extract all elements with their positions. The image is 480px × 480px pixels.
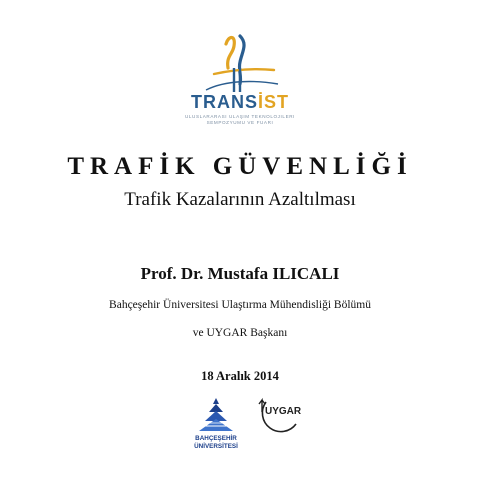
logo-tagline-2: SEMPOZYUMU VE FUARI (206, 120, 274, 125)
affiliation-line-2: ve UYGAR Başkanı (192, 327, 288, 339)
presentation-date: 18 Aralık 2014 (201, 369, 279, 383)
torch-icon (176, 32, 304, 94)
author-name: Prof. Dr. Mustafa ILICALI (140, 264, 340, 283)
page-subtitle: Trafik Kazalarının Azaltılması (124, 189, 356, 210)
bahcesehir-logo (187, 396, 245, 460)
affiliation-line-1: Bahçeşehir Üniversitesi Ulaştırma Mühendisliği Bölümü (109, 299, 371, 311)
bahcesehir-name-line-1: BAHÇEŞEHİR (195, 435, 237, 442)
logo-wordmark-part2: İST (257, 92, 289, 112)
page-title: TRAFİK GÜVENLİĞİ (67, 153, 413, 180)
uygar-logo (252, 396, 306, 436)
transist-logo (176, 32, 304, 124)
bahcesehir-emblem-icon (195, 396, 237, 432)
uygar-name: UYGAR (265, 406, 302, 417)
logo-wordmark (176, 92, 304, 113)
logo-wordmark-part1: TRANS (190, 92, 258, 112)
logo-tagline-1: ULUSLARARASI ULAŞIM TEKNOLOJILERI (184, 114, 296, 119)
bahcesehir-name-line-2: ÜNİVERSİTESİ (194, 443, 238, 450)
